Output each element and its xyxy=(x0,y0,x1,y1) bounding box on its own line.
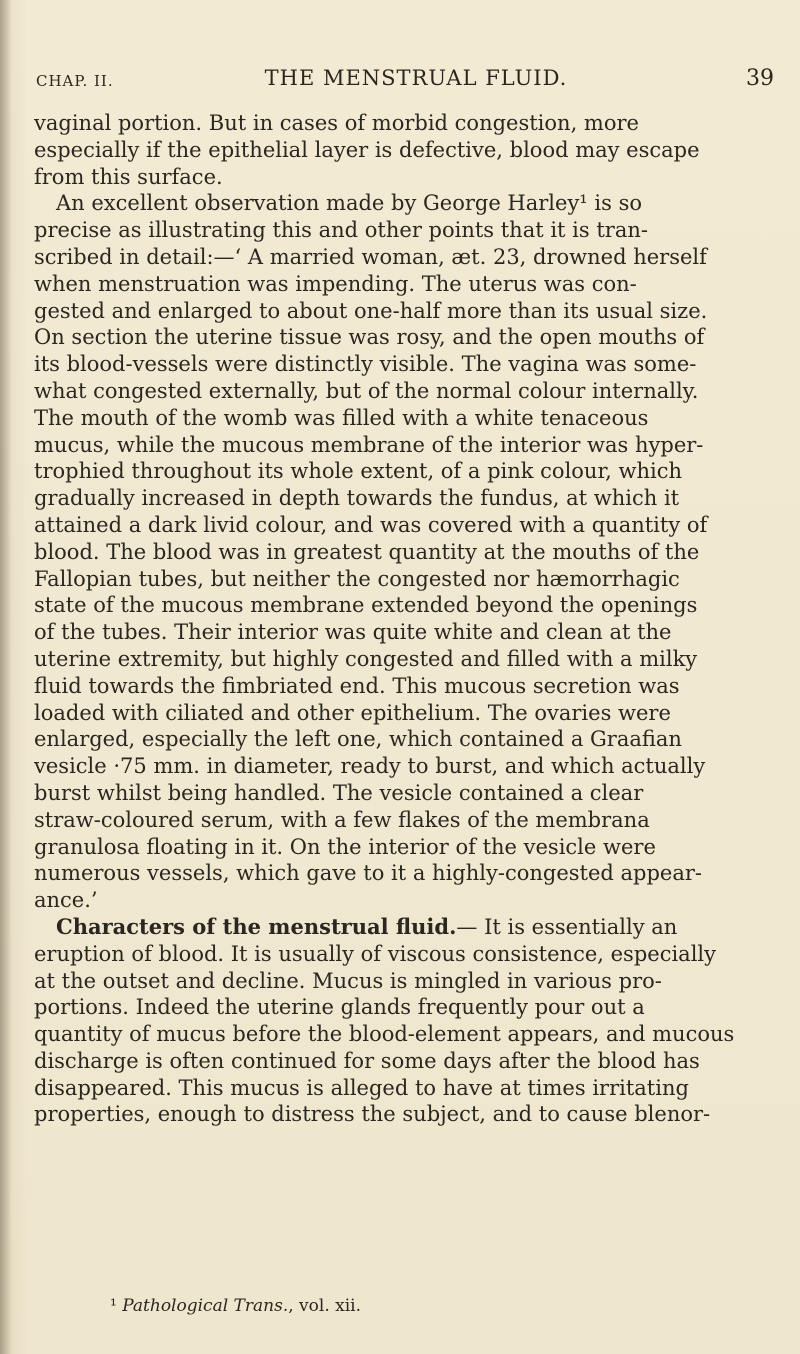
text-line: precise as illustrating this and other points that it is tran- xyxy=(34,218,648,243)
text-line: Fallopian tubes, but neither the congested nor hæmorrhagic xyxy=(34,566,680,591)
text-line: discharge is often continued for some days after the blood has xyxy=(34,1048,700,1073)
text-line: especially if the epithelial layer is defective, blood may escape xyxy=(34,137,700,162)
footnote-source-detail: , vol. xii. xyxy=(288,1296,361,1316)
text-line: loaded with ciliated and other epithelium. The ovaries were xyxy=(34,700,671,725)
text-line: mucus, while the mucous membrane of the interior was hyper- xyxy=(34,432,704,457)
body-text xyxy=(34,110,778,1128)
text-line: The mouth of the womb was filled with a white tenaceous xyxy=(34,405,649,430)
text-line: On section the uterine tissue was rosy, and the open mouths of xyxy=(34,325,705,350)
text-line: straw-coloured serum, with a few flakes of the membrana xyxy=(34,807,650,832)
text-line: of the tubes. Their interior was quite white and clean at the xyxy=(34,620,672,645)
text-line: scribed in detail:—‘ A married woman, æt. 23, drowned herself xyxy=(34,244,707,269)
text-line: fluid towards the fimbriated end. This mucous secretion was xyxy=(34,673,680,698)
section-heading-continuation: — It is essentially an xyxy=(456,914,678,939)
page-number: 39 xyxy=(746,66,774,91)
text-line: trophied throughout its whole extent, of a pink colour, which xyxy=(34,459,683,484)
running-title: THE MENSTRUAL FLUID. xyxy=(264,66,568,90)
text-line: from this surface. xyxy=(34,164,223,189)
text-line: uterine extremity, but highly congested and filled with a milky xyxy=(34,646,698,671)
footnote-marker: ¹ xyxy=(110,1296,117,1316)
text-line: disappeared. This mucus is alleged to have at times irritating xyxy=(34,1075,689,1100)
text-line: burst whilst being handled. The vesicle contained a clear xyxy=(34,780,644,805)
text-line: quantity of mucus before the blood-element appears, and mucous xyxy=(34,1022,735,1047)
footnote xyxy=(110,1296,770,1316)
text-line: attained a dark livid colour, and was covered with a quantity of xyxy=(34,512,708,537)
text-line: what congested externally, but of the normal colour internally. xyxy=(34,378,699,403)
text-line: blood. The blood was in greatest quantity at the mouths of the xyxy=(34,539,700,564)
page-edge-shadow xyxy=(0,0,12,1354)
text-line: ance.’ xyxy=(34,888,98,913)
text-line: vaginal portion. But in cases of morbid congestion, more xyxy=(34,111,639,135)
text-line: portions. Indeed the uterine glands frequently pour out a xyxy=(34,995,645,1020)
text-line: granulosa floating in it. On the interior of the vesicle were xyxy=(34,834,656,859)
text-line: enlarged, especially the left one, which contained a Graafian xyxy=(34,727,682,752)
text-line: its blood-vessels were distinctly visible. The vagina was some- xyxy=(34,352,697,377)
text-line: at the outset and decline. Mucus is mingled in various pro- xyxy=(34,968,662,993)
running-head xyxy=(36,66,774,98)
chapter-label: CHAP. II. xyxy=(36,72,114,90)
text-line: state of the mucous membrane extended beyond the openings xyxy=(34,593,698,618)
text-line: vesicle ·75 mm. in diameter, ready to burst, and which actually xyxy=(34,754,706,779)
text-line: gested and enlarged to about one-half more than its usual size. xyxy=(34,298,708,323)
text-line: An excellent observation made by George Harley¹ is so xyxy=(56,191,642,216)
text-line: numerous vessels, which gave to it a highly-congested appear- xyxy=(34,861,702,886)
text-line: when menstruation was impending. The uterus was con- xyxy=(34,271,637,296)
section-heading: Characters of the menstrual fluid. xyxy=(56,913,457,939)
text-line: eruption of blood. It is usually of viscous consistence, especially xyxy=(34,941,716,966)
text-line: properties, enough to distress the subject, and to cause blenor- xyxy=(34,1102,711,1127)
footnote-source-title: Pathological Trans. xyxy=(122,1296,289,1316)
text-line: gradually increased in depth towards the fundus, at which it xyxy=(34,486,680,511)
section-first-line xyxy=(34,914,778,941)
